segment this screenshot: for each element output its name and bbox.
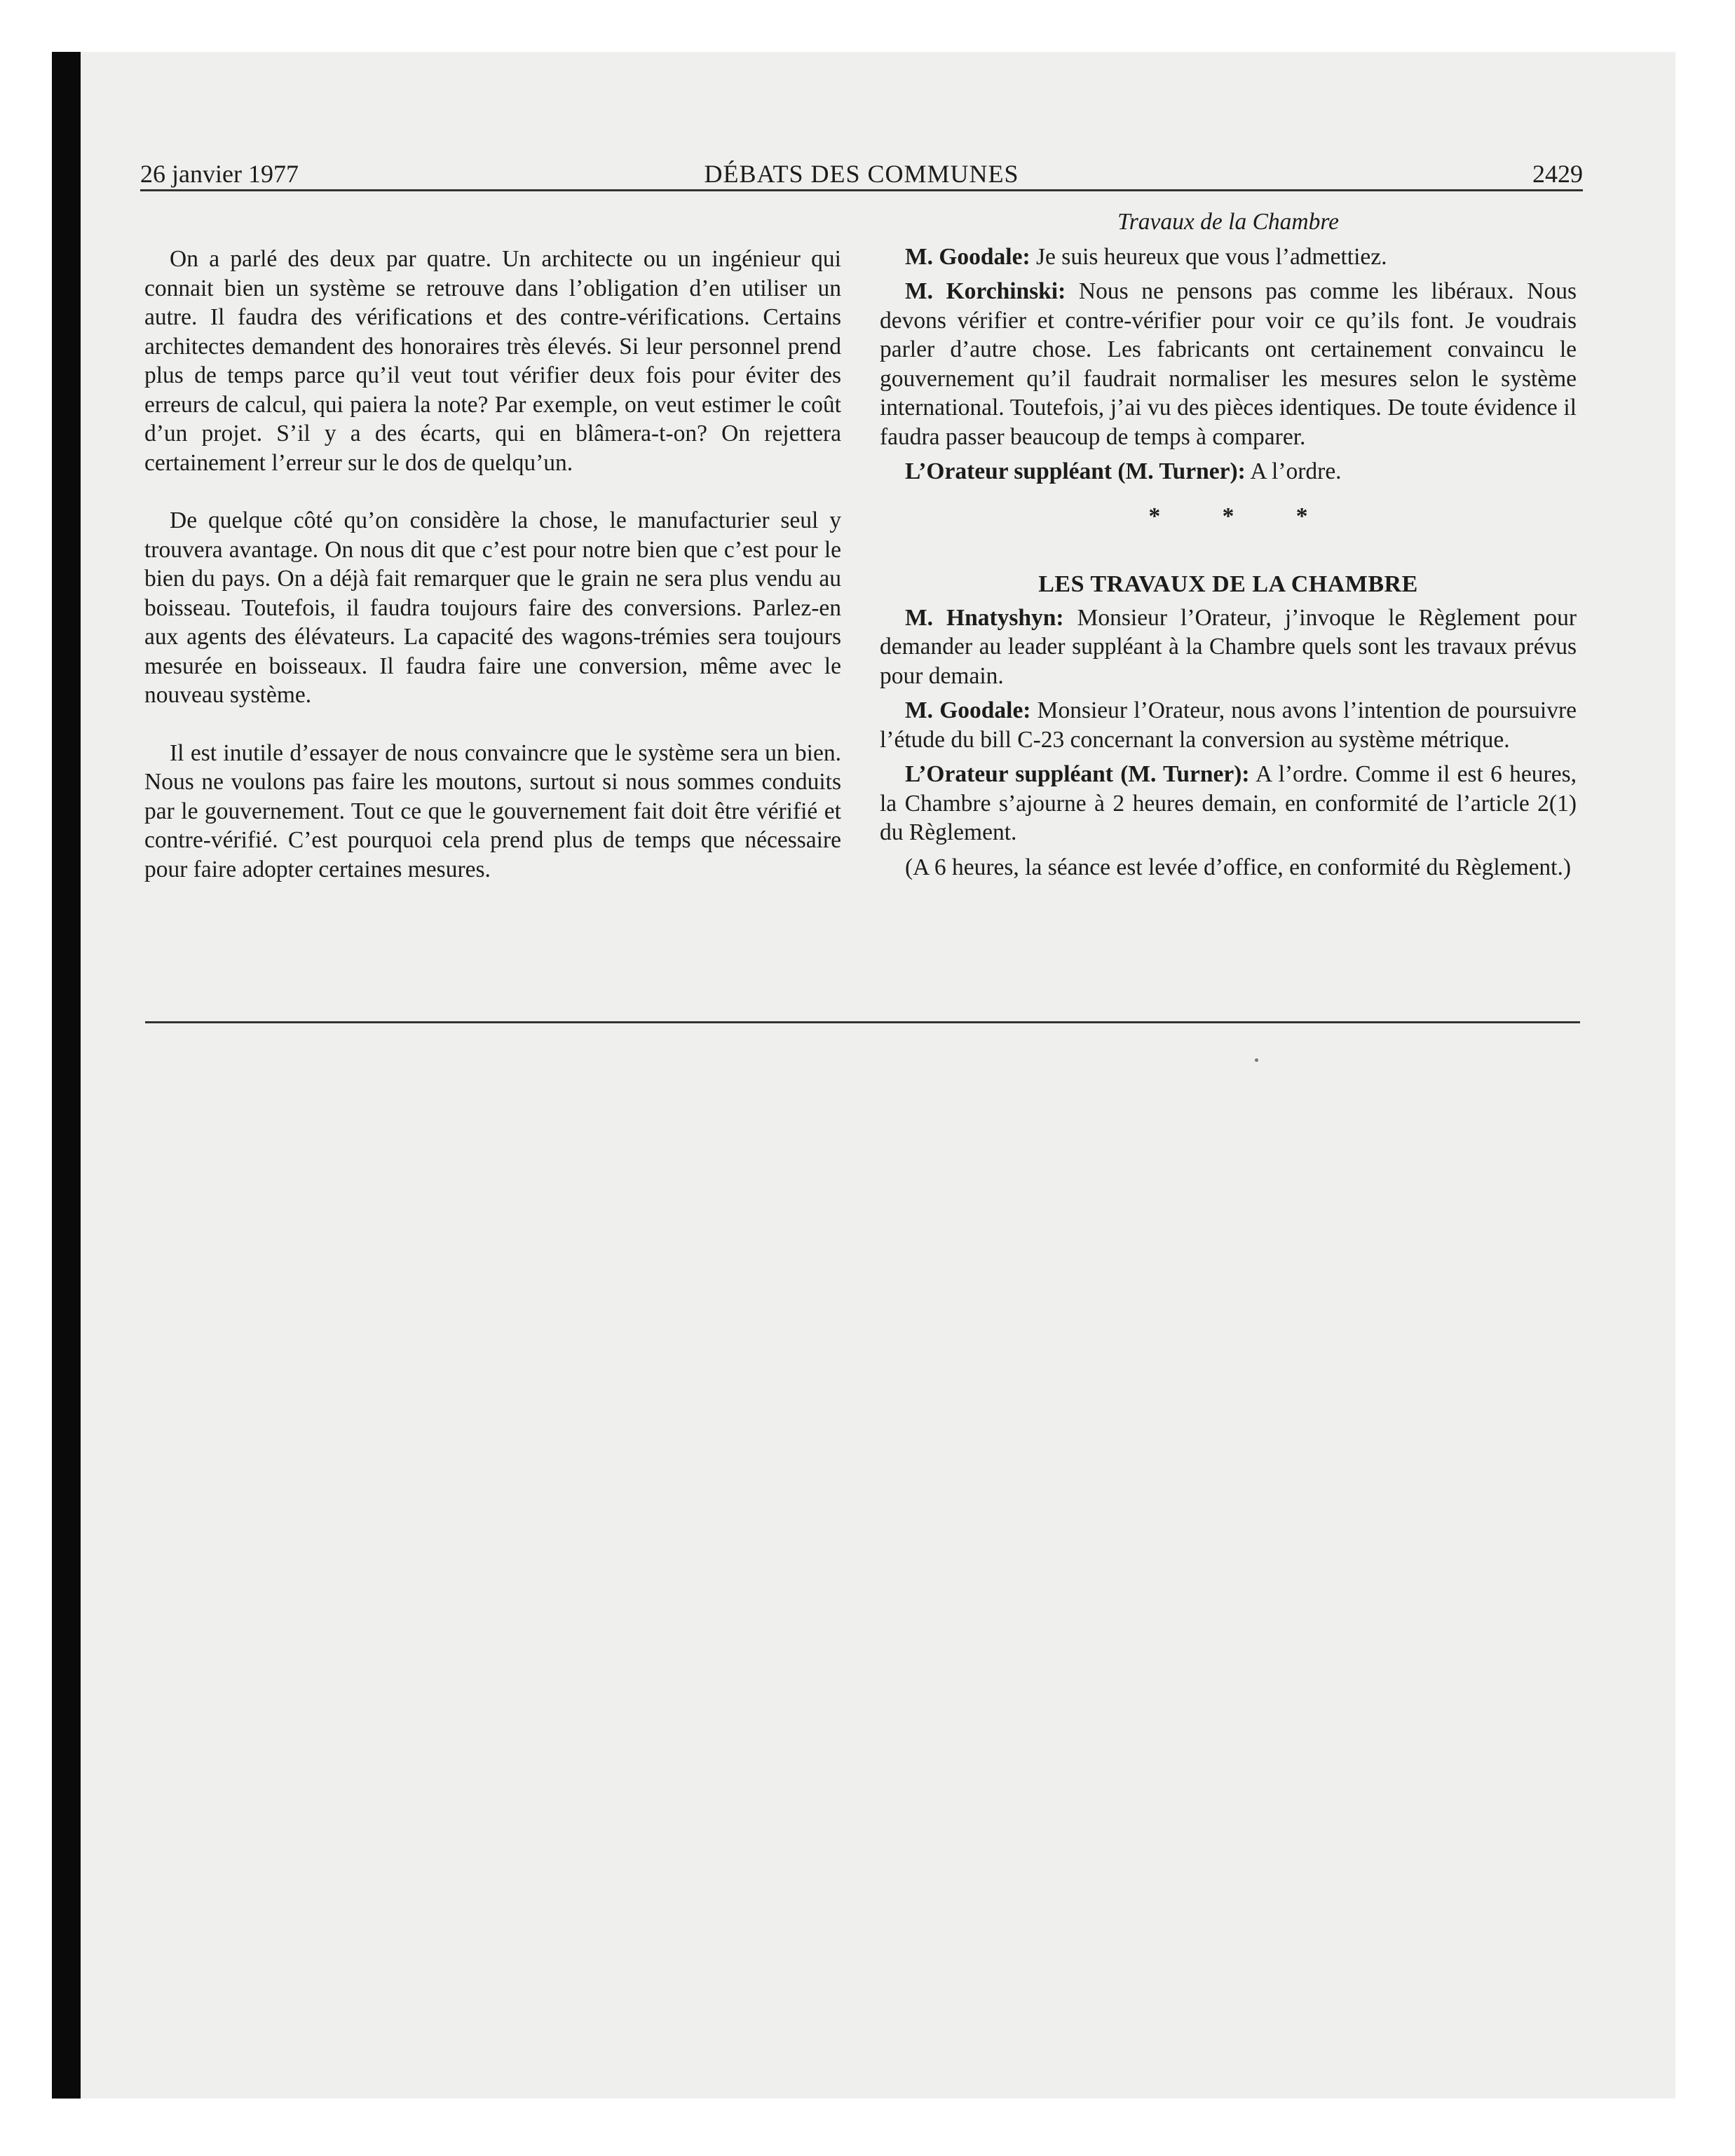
paragraph: Il est inutile d’essayer de nous convaincre que le système sera un bien. Nous ne voulons pas faire les moutons, surtout si nous sommes conduits par le gouvernement. Tout ce que le gouvernement fait doit être vérifié et contre-vérifié. C’est pourquoi cela prend plus de temps que nécessaire pour faire adopter certaines mesures. — [144, 739, 841, 882]
page-number: 2429 — [1532, 160, 1583, 188]
section-separator: * * * — [1148, 503, 1336, 529]
speech-text: A l’ordre. Comme il est 6 heures, la Chambre s’ajourne à 2 heures demain, en conformité de l’article 2(1) du Règlement. — [880, 761, 1577, 845]
speaker-name: M. Goodale: — [905, 697, 1031, 723]
header-date: 26 janvier 1977 — [140, 160, 299, 188]
speaker-name: L’Orateur suppléant (M. Turner): — [905, 761, 1250, 787]
speech-text: Monsieur l’Orateur, nous avons l’intention de poursuivre l’étude du bill C-23 concernant la conversion au système métrique. — [880, 697, 1577, 753]
speaker-name: M. Goodale: — [905, 243, 1030, 270]
speech-paragraph — [880, 696, 1577, 754]
speech-text: Nous ne pensons pas comme les libéraux. Nous devons vérifier et contre-vérifier pour voir ce qu’ils font. Je voudrais parler d’autre chose. Les fabricants ont certainement convaincu le gouvernement qu’il faudrait normaliser les mesures selon le système international. Toutefois, j’ai vu des pièces identiques. De toute évidence il faudra passer beaucoup de temps à comparer. — [880, 278, 1577, 450]
speech-paragraph — [880, 603, 1577, 691]
running-head: Travaux de la Chambre — [1117, 209, 1340, 235]
speech-paragraph — [880, 760, 1577, 847]
page-header — [140, 156, 1583, 191]
speech-text: Monsieur l’Orateur, j’invoque le Règlement pour demander au leader suppléant à la Chambre quels sont les travaux prévus pour demain. — [880, 604, 1577, 689]
right-column — [880, 207, 1577, 882]
speech-text: A l’ordre. — [1245, 458, 1342, 484]
scan-speck — [1255, 1058, 1258, 1062]
scan-edge-shadow — [52, 52, 81, 2099]
speech-paragraph — [880, 243, 1577, 272]
bottom-rule — [145, 1021, 1580, 1023]
speech-paragraph — [880, 277, 1577, 451]
header-title: DÉBATS DES COMMUNES — [704, 160, 1019, 188]
speech-paragraph — [880, 457, 1577, 486]
speaker-name: M. Korchinski: — [905, 278, 1066, 304]
left-column — [144, 245, 841, 884]
section-heading: LES TRAVAUX DE LA CHAMBRE — [1038, 571, 1418, 597]
speaker-name: L’Orateur suppléant (M. Turner): — [905, 458, 1246, 484]
speech-text: Je suis heureux que vous l’admettiez. — [1030, 243, 1387, 270]
speaker-name: M. Hnatyshyn: — [905, 604, 1064, 631]
paragraph: De quelque côté qu’on considère la chose, le manufacturier seul y trouvera avantage. On nous dit que c’est pour notre bien que c’est pour le bien du pays. On a déjà fait remarquer que le grain ne sera plus vendu au boisseau. Toutefois, il faudra toujours faire des conversions. Parlez-en aux agents des élévateurs. La capacité des wagons-trémies sera toujours mesurée en boisseaux. Il faudra faire une conversion, même avec le nouveau système. — [144, 507, 841, 708]
closing-note: (A 6 heures, la séance est levée d’office, en conformité du Règlement.) — [905, 854, 1572, 880]
paragraph: On a parlé des deux par quatre. Un architecte ou un ingénieur qui connait bien un système se retrouve dans l’obligation d’en utiliser un autre. Il faudra des vérifications et des contre-vérifications. Certains architectes demandent des honoraires très élevés. Si leur personnel prend plus de temps parce qu’il veut tout vérifier deux fois pour éviter des erreurs de calcul, qui paiera la note? Par exemple, on veut estimer le coût d’un projet. S’il y a des écarts, qui en blâmera-t-on? On rejettera certainement l’erreur sur le dos de quelqu’un. — [144, 246, 841, 476]
header-rule — [140, 189, 1583, 191]
